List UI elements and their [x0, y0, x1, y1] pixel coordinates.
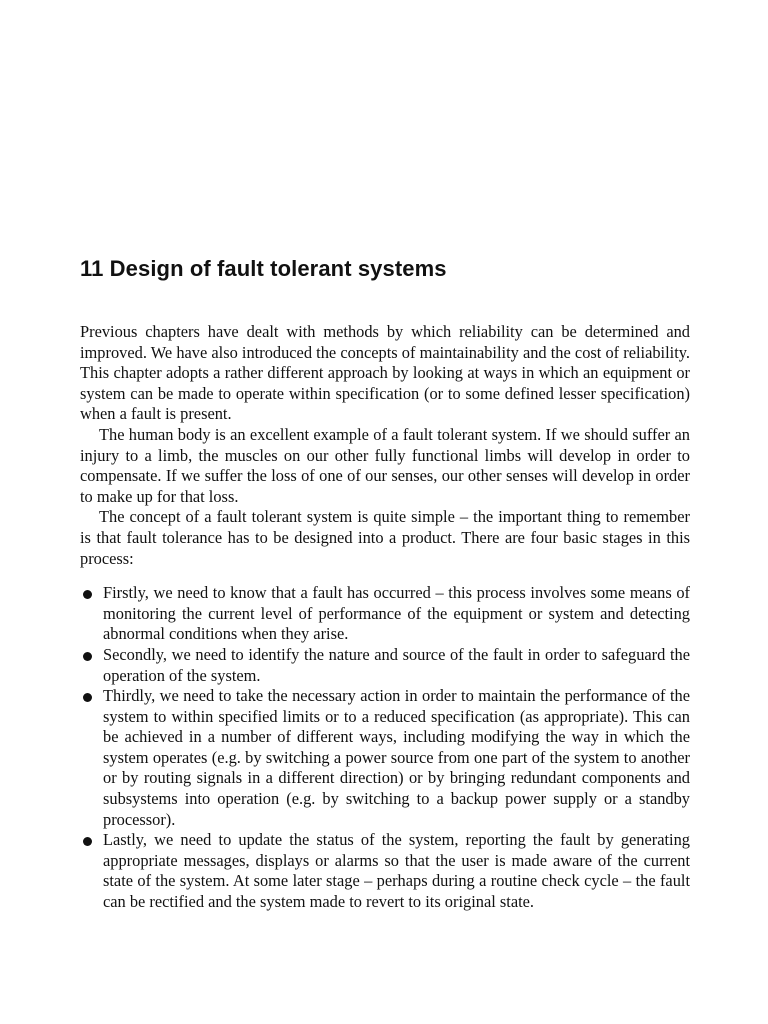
chapter-body: [80, 322, 690, 913]
list-item: [80, 583, 690, 645]
list-item: [80, 830, 690, 912]
stage-text: Firstly, we need to know that a fault has occurred – this process involves some means of monitoring the current level of performance of the equipment or system and detecting abnormal conditions when they arise.: [103, 583, 690, 644]
stages-list: [80, 583, 690, 913]
bullet-icon: [83, 590, 92, 599]
paragraph-concept: The concept of a fault tolerant system is quite simple – the important thing to remember is that fault tolerance has to be designed into a product. There are four basic stages in this process:: [80, 507, 690, 568]
stage-text: Secondly, we need to identify the nature and source of the fault in order to safeguard the operation of the system.: [103, 644, 690, 685]
stage-text: Lastly, we need to update the status of the system, reporting the fault by generating appropriate messages, displays or alarms so that the user is made aware of the current state of the system. At some later stage – perhaps during a routine check cycle – the fault can be rectified and the system made to revert to its original state.: [103, 830, 690, 912]
bullet-icon: [83, 693, 92, 702]
stage-text: Thirdly, we need to take the necessary action in order to maintain the performance of the system to within specified limits or to a reduced specification (as appropriate). This can be achieved in a number of different ways, including modifying the way in which the system operates (e.g. by switching a power source from one part of the system to another or by routing signals in a different direction) or by bringing redundant components and subsystems into operation (e.g. by switching to a backup power supply or a standby processor).: [103, 686, 690, 829]
list-item: [80, 645, 690, 686]
bullet-icon: [83, 652, 92, 661]
list-item: [80, 686, 690, 830]
paragraph-intro: Previous chapters have dealt with methods by which reliability can be determined and improved. We have also introduced the concepts of maintainability and the cost of reliability. This chapter adopts a rather different approach by looking at ways in which an equipment or system can be made to operate within specification (or to some defined lesser specification) when a fault is present.: [80, 322, 690, 424]
chapter-title: 11 Design of fault tolerant systems: [80, 256, 447, 281]
book-page: [80, 0, 690, 1024]
paragraph-human-body: The human body is an excellent example of a fault tolerant system. If we should suffer an injury to a limb, the muscles on our other fully functional limbs will develop in order to compensate. If we suffer the loss of one of our senses, our other senses will develop in order to make up for that loss.: [80, 424, 690, 506]
bullet-icon: [83, 837, 92, 846]
